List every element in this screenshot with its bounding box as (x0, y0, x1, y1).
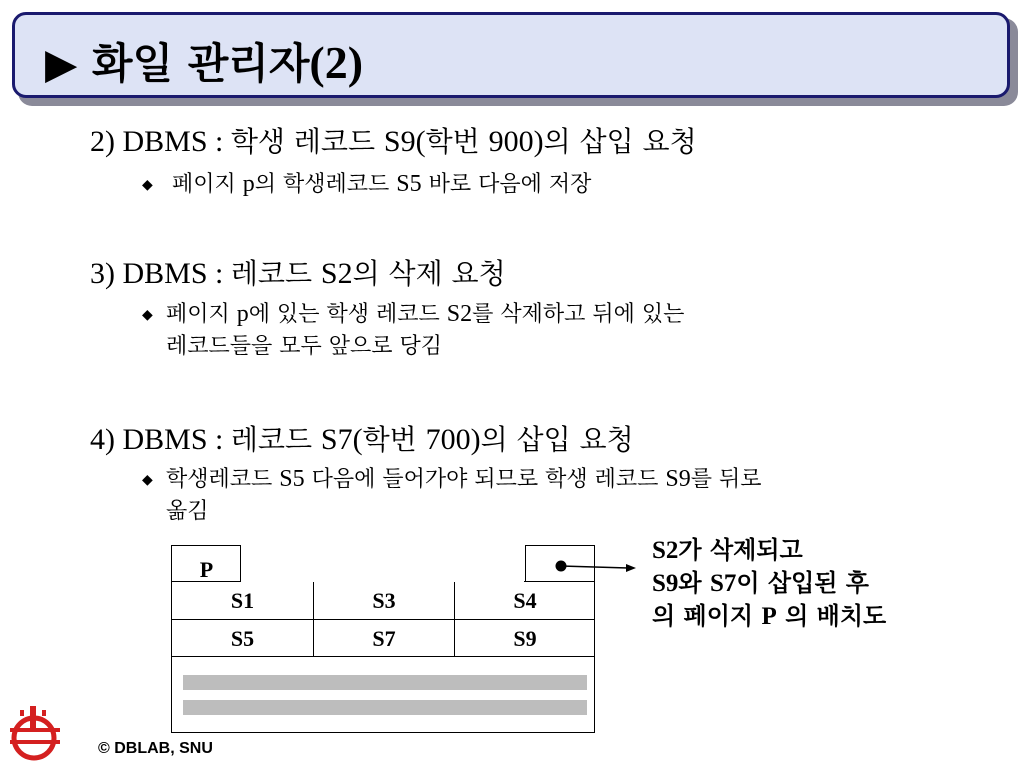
diagram-note-line3: 의 페이지 P 의 배치도 (652, 602, 887, 630)
record-cell: S1 (172, 582, 314, 620)
title-banner (12, 12, 1010, 98)
page-label: P (172, 546, 242, 582)
bullet-text-continuation: 레코드들을 모두 앞으로 당김 (166, 334, 443, 359)
section-heading-2: 2) DBMS : 학생 레코드 S9(학번 900)의 삽입 요청 (90, 125, 697, 158)
dblab-logo-icon (0, 700, 78, 768)
bullet-text: 페이지 p에 있는 학생 레코드 S2를 삭제하고 뒤에 있는 (166, 301, 685, 327)
footer-copyright: © DBLAB, SNU (98, 740, 213, 757)
section-heading-3: 3) DBMS : 레코드 S2의 삭제 요청 (90, 257, 506, 290)
record-cell: S5 (172, 620, 314, 657)
bullet-icon: ◆ (142, 307, 153, 323)
bullet-icon: ◆ (142, 472, 153, 488)
record-cell: S7 (314, 620, 455, 657)
diagram-note-line2: S9와 S7이 삽입된 후 (652, 569, 869, 597)
title-text: ▶ 화일 관리자 (45, 39, 310, 88)
record-cell: S9 (455, 620, 595, 657)
page-title (45, 31, 363, 91)
free-space-bar (183, 675, 587, 690)
bullet-text: 학생레코드 S5 다음에 들어가야 되므로 학생 레코드 S9를 뒤로 (166, 466, 762, 492)
title-number: (2) (309, 37, 364, 88)
section-heading-4: 4) DBMS : 레코드 S7(학번 700)의 삽입 요청 (90, 423, 634, 456)
pointer-arrow-icon (550, 555, 640, 579)
diagram-note-line1: S2가 삭제되고 (652, 536, 803, 564)
page-layout-diagram (171, 545, 595, 733)
bullet-text-continuation: 옮김 (166, 499, 209, 524)
bullet-text: 페이지 p의 학생레코드 S5 바로 다음에 저장 (172, 171, 592, 197)
bullet-icon: ◆ (142, 177, 153, 193)
page-header-blank (240, 545, 526, 582)
record-cell: S3 (314, 582, 455, 620)
free-space-bar (183, 700, 587, 715)
record-cell: S4 (455, 582, 595, 620)
